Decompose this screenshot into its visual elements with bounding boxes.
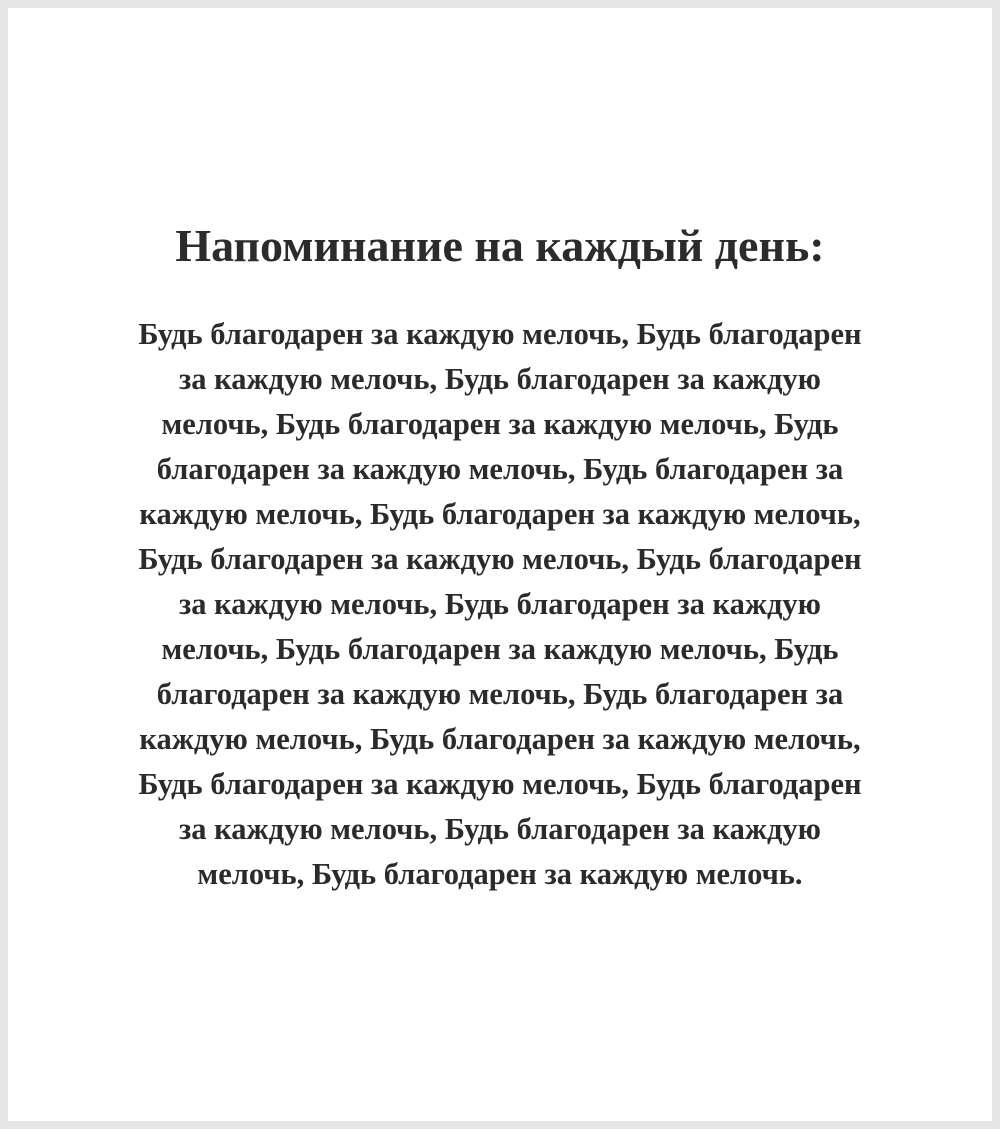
text-line: мелочь, Будь благодарен за каждую мелочь, Будь	[161, 407, 839, 441]
text-line: Будь благодарен за каждую мелочь, Будь благодарен	[138, 542, 862, 576]
reminder-title: Напоминание на каждый день:	[175, 220, 825, 271]
text-line: за каждую мелочь, Будь благодарен за каждую	[179, 362, 821, 396]
text-line: благодарен за каждую мелочь, Будь благодарен за	[156, 677, 844, 711]
text-line: Будь благодарен за каждую мелочь, Будь благодарен	[138, 317, 862, 351]
text-line: Будь благодарен за каждую мелочь, Будь благодарен	[138, 767, 862, 801]
text-line: за каждую мелочь, Будь благодарен за каждую	[179, 587, 821, 621]
reminder-text	[64, 312, 936, 897]
reminder-card	[8, 8, 992, 1121]
text-line: каждую мелочь, Будь благодарен за каждую мелочь,	[139, 497, 861, 531]
text-line: каждую мелочь, Будь благодарен за каждую мелочь,	[139, 722, 861, 756]
text-line: мелочь, Будь благодарен за каждую мелочь.	[197, 857, 803, 891]
text-line: мелочь, Будь благодарен за каждую мелочь, Будь	[161, 632, 839, 666]
text-line: за каждую мелочь, Будь благодарен за каждую	[179, 812, 821, 846]
text-line: благодарен за каждую мелочь, Будь благодарен за	[156, 452, 844, 486]
